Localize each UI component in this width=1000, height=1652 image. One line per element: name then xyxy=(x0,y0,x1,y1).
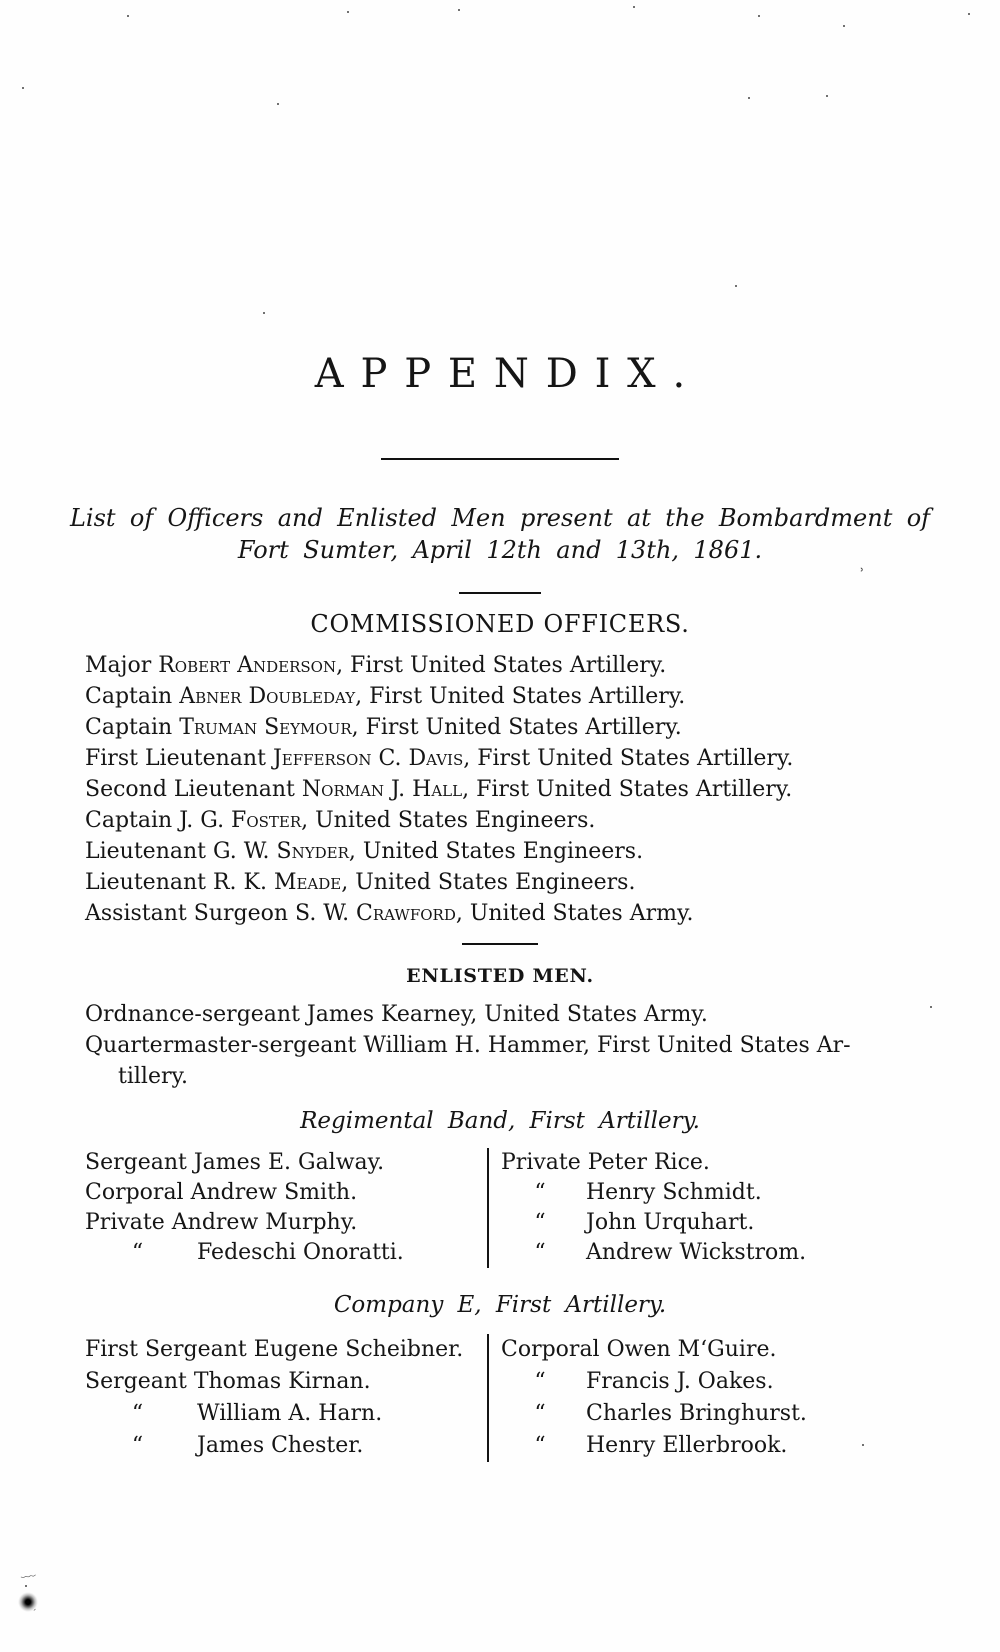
officer-unit: , First United States Artillery. xyxy=(336,653,667,678)
officer-unit: , First United States Artillery. xyxy=(351,715,682,740)
officer-unit: , United States Engineers. xyxy=(348,839,644,864)
scan-speck xyxy=(347,11,349,13)
officer-name: Truman Seymour xyxy=(179,715,352,740)
roster-row xyxy=(85,1178,487,1208)
page-title: APPENDIX. xyxy=(314,351,702,397)
enlisted-intro-line: Ordnance-sergeant James Kearney, United States Army. xyxy=(85,1002,708,1027)
soldier-name: Peter Rice. xyxy=(587,1150,710,1175)
ditto-mark: “ xyxy=(534,1433,546,1458)
soldier-name: Fedeschi Onoratti. xyxy=(197,1240,404,1265)
officer-row xyxy=(85,867,940,898)
officer-rank: Captain xyxy=(85,808,180,833)
officer-row xyxy=(85,743,940,774)
subtitle-line: List of Officers and Enlisted Men present at the Bombardment of xyxy=(69,504,931,532)
soldier-name: Andrew Smith. xyxy=(190,1180,358,1205)
officer-name: S. W. Crawford xyxy=(295,901,456,926)
soldier-name: Eugene Scheibner. xyxy=(253,1337,464,1362)
officer-name: Jefferson C. Davis xyxy=(272,746,464,771)
scan-speck xyxy=(25,1585,27,1587)
regimental-band-heading: Regimental Band, First Artillery. xyxy=(300,1108,700,1134)
officer-rank: First Lieutenant xyxy=(85,746,273,771)
commissioned-officers-heading: COMMISSIONED OFFICERS. xyxy=(310,610,690,638)
roster-row xyxy=(85,1398,487,1430)
officer-unit: , First United States Artillery. xyxy=(463,746,794,771)
officer-rank: Captain xyxy=(85,715,180,740)
soldier-rank: Sergeant xyxy=(85,1150,187,1175)
officer-unit: , United States Engineers. xyxy=(341,870,636,895)
scan-squiggle: ﹏ xyxy=(18,1561,37,1581)
officer-rank: Captain xyxy=(85,684,180,709)
roster-row xyxy=(85,1366,487,1398)
roster-row xyxy=(501,1148,930,1178)
roster-left-column xyxy=(85,1148,487,1268)
ditto-mark: “ xyxy=(534,1401,546,1426)
company-e-roster xyxy=(85,1334,930,1462)
officer-name: Robert Anderson xyxy=(158,653,337,678)
roster-row xyxy=(85,1208,487,1238)
officer-unit: , United States Army. xyxy=(455,901,694,926)
officer-rank: Assistant Surgeon xyxy=(85,901,296,926)
horizontal-rule xyxy=(462,943,538,945)
horizontal-rule xyxy=(381,458,619,460)
soldier-rank: Corporal xyxy=(501,1337,600,1362)
officer-row xyxy=(85,805,940,836)
ditto-mark: “ xyxy=(534,1210,546,1235)
officer-row xyxy=(85,898,940,929)
roster-right-column xyxy=(489,1334,930,1462)
roster-row xyxy=(501,1430,930,1462)
officer-rank: Lieutenant xyxy=(85,870,213,895)
officer-row xyxy=(85,650,940,681)
roster-row xyxy=(85,1238,487,1268)
officer-list xyxy=(85,650,940,929)
scan-speck xyxy=(263,312,265,314)
officer-name: G. W. Snyder xyxy=(212,839,349,864)
soldier-name: Henry Schmidt. xyxy=(586,1180,762,1205)
soldier-name: James Chester. xyxy=(197,1433,364,1458)
roster-row xyxy=(85,1334,487,1366)
roster-row xyxy=(85,1148,487,1178)
soldier-rank: Sergeant xyxy=(85,1369,187,1394)
scan-speck xyxy=(862,1444,864,1446)
roster-right-column xyxy=(489,1148,930,1268)
horizontal-rule xyxy=(459,592,541,594)
soldier-name: Andrew Wickstrom. xyxy=(586,1240,807,1265)
officer-name: Abner Doubleday xyxy=(179,684,356,709)
subtitle-line: Fort Sumter, April 12th and 13th, 1861. xyxy=(237,536,763,564)
enlisted-men-heading: ENLISTED MEN. xyxy=(406,965,594,987)
soldier-rank: Private xyxy=(85,1210,165,1235)
roster-row xyxy=(501,1178,930,1208)
ditto-mark: “ xyxy=(534,1369,546,1394)
scan-speck xyxy=(968,13,970,15)
scan-speck xyxy=(735,285,737,287)
scan-speck xyxy=(127,15,129,17)
officer-unit: , First United States Artillery. xyxy=(355,684,686,709)
scan-speck xyxy=(277,103,279,105)
officer-name: Norman J. Hall xyxy=(301,777,463,802)
ditto-mark: “ xyxy=(131,1433,144,1458)
officer-rank: Major xyxy=(85,653,159,678)
roster-row xyxy=(501,1334,930,1366)
officer-rank: Second Lieutenant xyxy=(85,777,302,802)
roster-row xyxy=(501,1238,930,1268)
soldier-name: Andrew Murphy. xyxy=(171,1210,358,1235)
enlisted-intro-line: Quartermaster-sergeant William H. Hammer, First United States Ar- xyxy=(85,1033,851,1058)
soldier-rank: First Sergeant xyxy=(85,1337,247,1362)
soldier-name: Henry Ellerbrook. xyxy=(586,1433,788,1458)
ditto-mark: “ xyxy=(534,1180,546,1205)
enlisted-intro xyxy=(85,999,940,1092)
officer-row xyxy=(85,712,940,743)
soldier-name: John Urquhart. xyxy=(586,1210,755,1235)
soldier-rank: Private xyxy=(501,1150,581,1175)
scan-speck xyxy=(826,95,828,97)
soldier-name: Charles Bringhurst. xyxy=(586,1401,807,1426)
officer-rank: Lieutenant xyxy=(85,839,213,864)
ink-blot xyxy=(18,1592,38,1612)
soldier-name: James E. Galway. xyxy=(193,1150,385,1175)
enlisted-intro-carry: tillery. xyxy=(118,1064,188,1089)
roster-row xyxy=(501,1398,930,1430)
officer-row xyxy=(85,836,940,867)
officer-unit: , United States Engineers. xyxy=(301,808,596,833)
officer-unit: , First United States Artillery. xyxy=(462,777,793,802)
roster-row xyxy=(501,1366,930,1398)
scan-mark: ˒ xyxy=(860,563,865,579)
ditto-mark: “ xyxy=(131,1401,144,1426)
officer-name: J. G. Foster xyxy=(179,808,302,833)
officer-row xyxy=(85,774,940,805)
roster-row xyxy=(85,1430,487,1462)
scan-speck xyxy=(633,6,635,8)
officer-row xyxy=(85,681,940,712)
roster-row xyxy=(501,1208,930,1238)
soldier-name: Owen M‘Guire. xyxy=(606,1337,777,1362)
subtitle xyxy=(0,502,1000,566)
scan-speck xyxy=(843,25,845,27)
soldier-name: Thomas Kirnan. xyxy=(193,1369,371,1394)
roster-left-column xyxy=(85,1334,487,1462)
scan-speck xyxy=(748,97,750,99)
officer-name: R. K. Meade xyxy=(212,870,342,895)
scan-speck xyxy=(758,15,760,17)
scan-speck xyxy=(458,9,460,11)
regimental-band-roster xyxy=(85,1148,930,1268)
soldier-name: William A. Harn. xyxy=(197,1401,383,1426)
company-e-heading: Company E, First Artillery. xyxy=(333,1292,667,1318)
ditto-mark: “ xyxy=(534,1240,546,1265)
soldier-name: Francis J. Oakes. xyxy=(586,1369,774,1394)
soldier-rank: Corporal xyxy=(85,1180,184,1205)
scan-speck xyxy=(22,87,24,89)
ditto-mark: “ xyxy=(131,1240,144,1265)
scan-speck xyxy=(930,1006,932,1008)
